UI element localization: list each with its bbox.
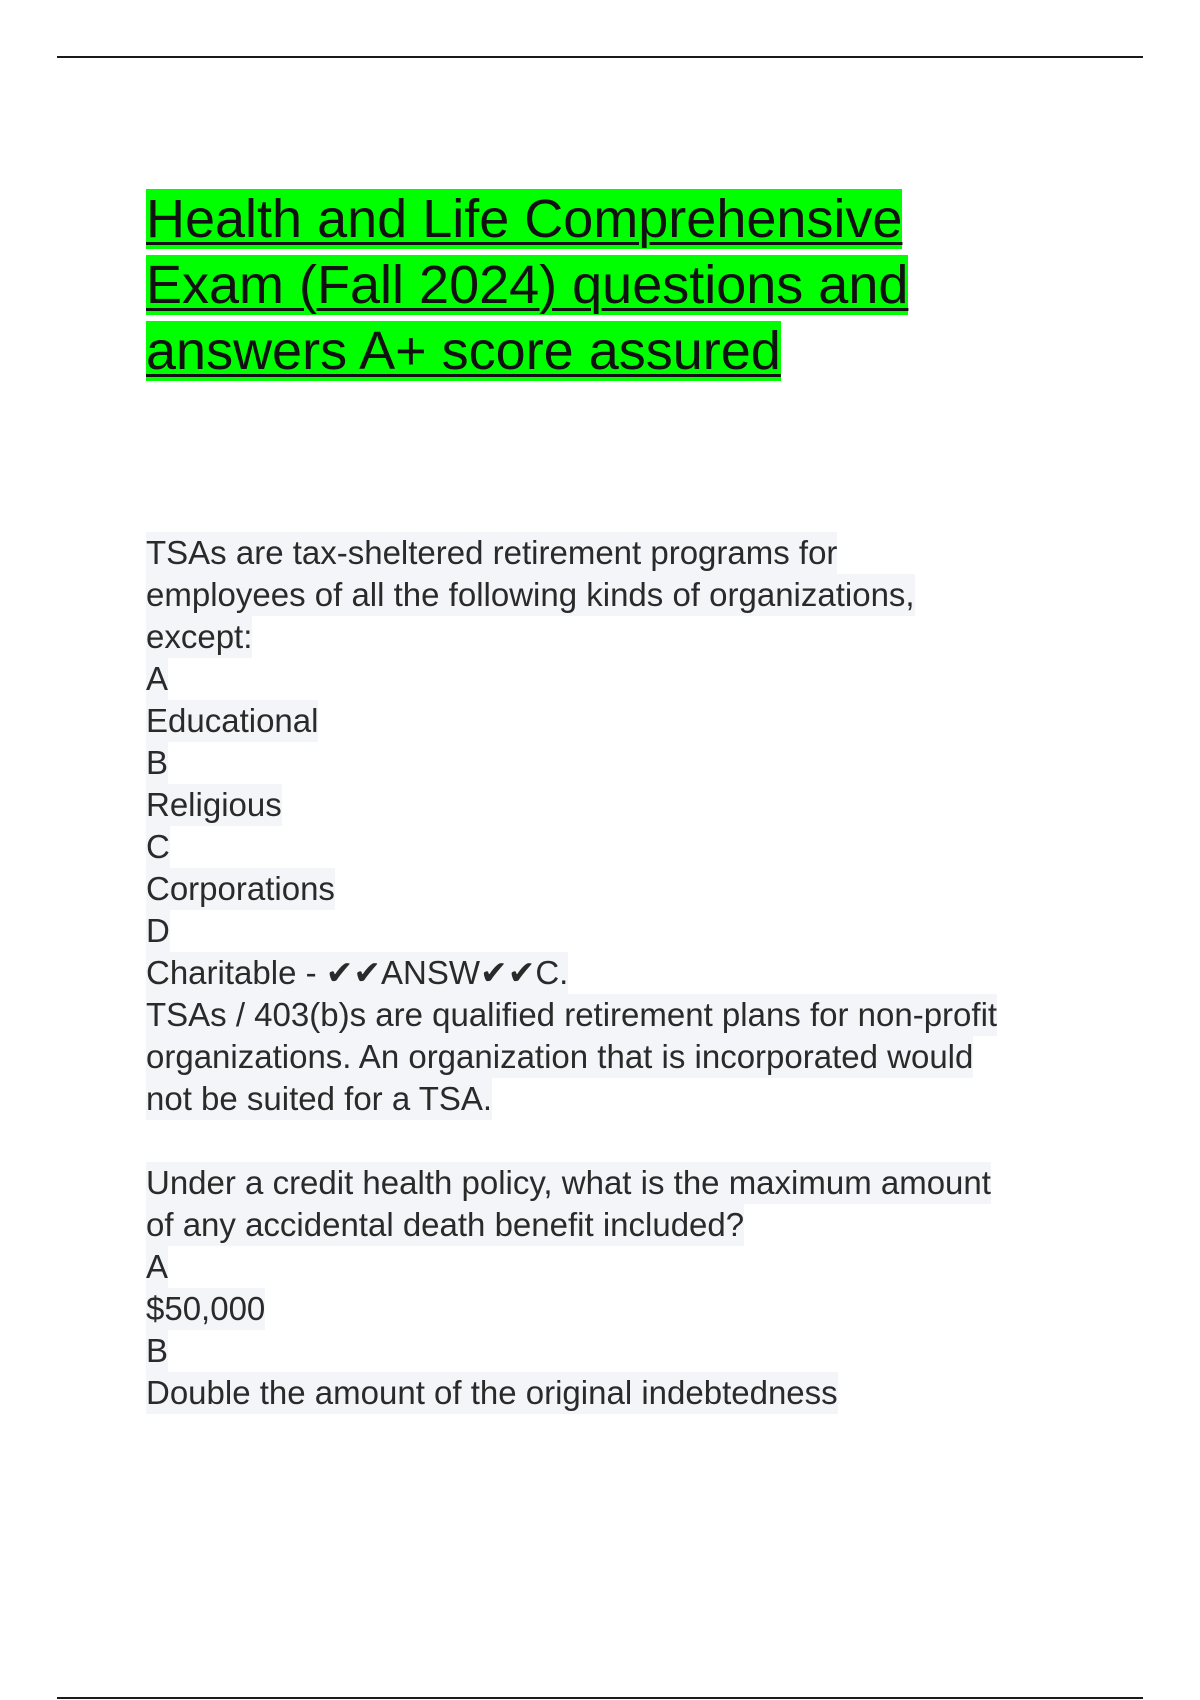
question-line: of any accidental death benefit included?: [146, 1204, 744, 1246]
option-letter: B: [146, 742, 168, 784]
question-line: Under a credit health policy, what is the maximum amount: [146, 1162, 991, 1204]
option-text: Educational: [146, 700, 318, 742]
option-text: $50,000: [146, 1288, 265, 1330]
question-line: employees of all the following kinds of organizations,: [146, 574, 915, 616]
question-line: TSAs are tax-sheltered retirement programs for: [146, 532, 837, 574]
option-letter: C: [146, 826, 170, 868]
option-text: Corporations: [146, 868, 335, 910]
title-line-3: answers A+ score assured: [146, 321, 781, 381]
document-title: [146, 186, 966, 384]
title-line-2: Exam (Fall 2024) questions and: [146, 255, 909, 315]
explanation-line: not be suited for a TSA.: [146, 1078, 492, 1120]
option-letter: A: [146, 658, 168, 700]
explanation-line: organizations. An organization that is incorporated would: [146, 1036, 973, 1078]
question-line: except:: [146, 616, 252, 658]
option-text: Religious: [146, 784, 282, 826]
explanation-line: TSAs / 403(b)s are qualified retirement plans for non-profit: [146, 994, 997, 1036]
question-block-2: [146, 1162, 1146, 1414]
option-letter: A: [146, 1246, 168, 1288]
document-body: [146, 186, 1146, 1456]
option-letter: B: [146, 1330, 168, 1372]
option-letter: D: [146, 910, 170, 952]
question-block-1: [146, 532, 1146, 1120]
option-text: Double the amount of the original indebtedness: [146, 1372, 838, 1414]
bottom-rule: [57, 1697, 1143, 1699]
top-rule: [57, 56, 1143, 58]
title-line-1: Health and Life Comprehensive: [146, 189, 903, 249]
question-list: [146, 532, 1146, 1414]
answer-line: Charitable - ✔✔ANSW✔✔C.: [146, 952, 568, 994]
